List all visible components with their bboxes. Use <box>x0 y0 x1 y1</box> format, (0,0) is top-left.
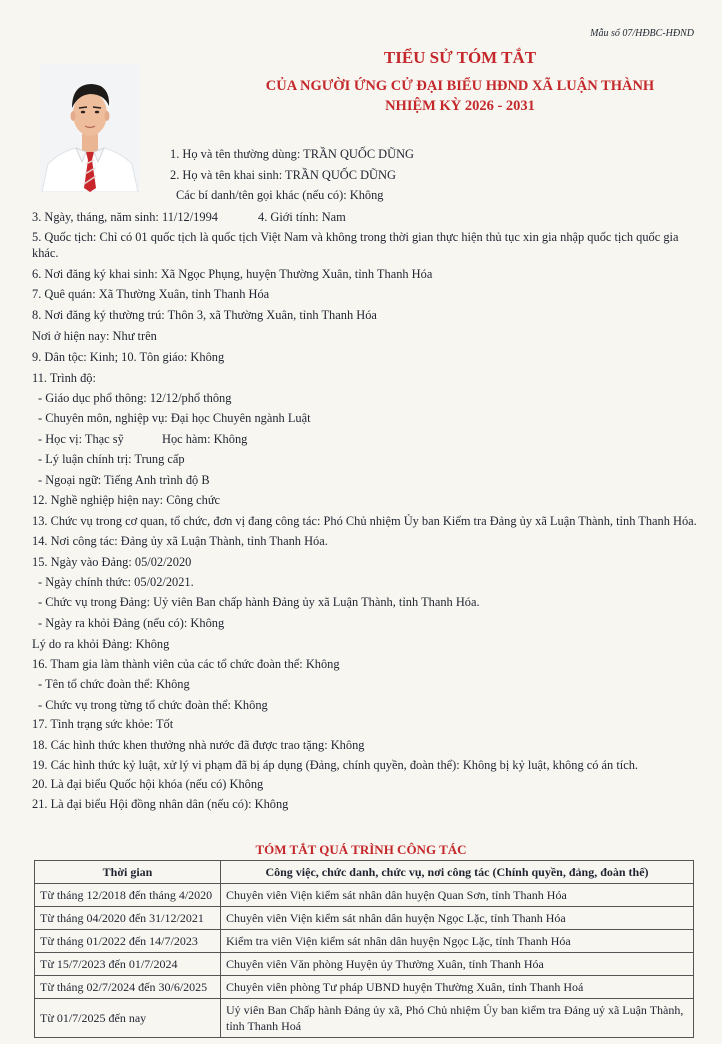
party-official-date: - Ngày chính thức: 05/02/2021. <box>38 575 194 589</box>
gender: 4. Giới tính: Nam <box>258 210 346 224</box>
education-heading: 11. Trình độ: <box>32 371 96 385</box>
period-cell: Từ tháng 04/2020 đến 31/12/2021 <box>35 907 221 930</box>
table-row <box>35 930 694 953</box>
period-cell: Từ 01/7/2025 đến nay <box>35 999 221 1038</box>
organization-position: - Chức vụ trong từng tổ chức đoàn thể: Không <box>38 698 268 712</box>
organizations: 16. Tham gia làm thành viên của các tổ chức đoàn thể: Không <box>32 657 340 671</box>
birth-registration: 6. Nơi đăng ký khai sinh: Xã Ngọc Phụng, huyện Thường Xuân, tỉnh Thanh Hóa <box>32 267 433 281</box>
academic-degree: - Học vị: Thạc sỹ <box>38 432 124 446</box>
position-cell: Uỷ viên Ban Chấp hành Đảng ủy xã, Phó Chủ nhiệm Ủy ban kiểm tra Đảng uỷ xã Luận Thành, tỉnh Thanh Hoá <box>221 999 694 1038</box>
nationality: 5. Quốc tịch: Chỉ có 01 quốc tịch là quốc tịch Việt Nam và không trong thời gian thực hiện thủ tục xin gia nhập quốc tịch quốc gia khác. <box>32 230 679 260</box>
foreign-language: - Ngoại ngữ: Tiếng Anh trình độ B <box>38 473 210 487</box>
period-cell: Từ tháng 02/7/2024 đến 30/6/2025 <box>35 976 221 999</box>
portrait-photo <box>40 64 140 192</box>
work-history-table <box>34 860 694 1038</box>
column-header-period: Thời gian <box>35 861 221 884</box>
health-status: 17. Tình trạng sức khỏe: Tốt <box>32 717 174 731</box>
council-delegate: 21. Là đại biểu Hội đồng nhân dân (nếu có): Không <box>32 797 289 811</box>
period-cell: Từ tháng 01/2022 đến 14/7/2023 <box>35 930 221 953</box>
position-cell: Chuyên viên Viện kiểm sát nhân dân huyện Quan Sơn, tỉnh Thanh Hóa <box>221 884 694 907</box>
organization-name: - Tên tổ chức đoàn thể: Không <box>38 677 190 691</box>
party-leave-date: - Ngày ra khỏi Đảng (nếu có): Không <box>38 616 225 630</box>
doc-title: TIỂU SỬ TÓM TẮT <box>383 48 537 67</box>
workplace: 14. Nơi công tác: Đảng ủy xã Luận Thành, tỉnh Thanh Hóa. <box>32 534 328 548</box>
doc-term: NHIỆM KỲ 2026 - 2031 <box>385 98 535 114</box>
position-cell: Kiểm tra viên Viện kiểm sát nhân dân huyện Ngọc Lặc, tỉnh Thanh Hóa <box>221 930 694 953</box>
table-row <box>35 976 694 999</box>
column-header-position: Công việc, chức danh, chức vụ, nơi công tác (Chính quyền, đảng, đoàn thể) <box>221 861 694 884</box>
table-row <box>35 999 694 1038</box>
form-number: Mẫu số 07/HĐBC-HĐND <box>590 28 694 39</box>
table-header-row <box>35 861 694 884</box>
position-cell: Chuyên viên phòng Tư pháp UBND huyện Thường Xuân, tỉnh Thanh Hoá <box>221 976 694 999</box>
position-cell: Chuyên viên Viện kiểm sát nhân dân huyện Ngọc Lặc, tỉnh Thanh Hóa <box>221 907 694 930</box>
hometown: 7. Quê quán: Xã Thường Xuân, tỉnh Thanh Hóa <box>32 287 270 301</box>
party-join-date: 15. Ngày vào Đảng: 05/02/2020 <box>32 555 192 569</box>
period-cell: Từ 15/7/2023 đến 01/7/2024 <box>35 953 221 976</box>
permanent-residence: 8. Nơi đăng ký thường trú: Thôn 3, xã Thường Xuân, tỉnh Thanh Hóa <box>32 308 377 322</box>
birth-name: 2. Họ và tên khai sinh: TRẦN QUỐC DŨNG <box>170 168 396 182</box>
table-row <box>35 884 694 907</box>
ethnicity-religion: 9. Dân tộc: Kinh; 10. Tôn giáo: Không <box>32 350 225 364</box>
awards: 18. Các hình thức khen thưởng nhà nước đã được trao tặng: Không <box>32 738 365 752</box>
common-name: 1. Họ và tên thường dùng: TRẦN QUỐC DŨNG <box>170 147 414 161</box>
specialization: - Chuyên môn, nghiệp vụ: Đại học Chuyên ngành Luật <box>38 411 311 425</box>
national-assembly-delegate: 20. Là đại biểu Quốc hội khóa (nếu có) Không <box>32 777 264 791</box>
political-theory: - Lý luận chính trị: Trung cấp <box>38 452 185 466</box>
aliases: Các bí danh/tên gọi khác (nếu có): Không <box>176 188 384 202</box>
period-cell: Từ tháng 12/2018 đến tháng 4/2020 <box>35 884 221 907</box>
academic-title: Học hàm: Không <box>162 432 248 446</box>
disciplines: 19. Các hình thức kỷ luật, xử lý vi phạm đã bị áp dụng (Đảng, chính quyền, đoàn thể): Không bị kỷ luật, không có án tích. <box>32 758 639 772</box>
current-position: 13. Chức vụ trong cơ quan, tổ chức, đơn vị đang công tác: Phó Chủ nhiệm Ủy ban Kiểm tra Đảng ủy xã Luận Thành, tỉnh Thanh Hóa. <box>32 514 697 528</box>
table-row <box>35 907 694 930</box>
party-position: - Chức vụ trong Đảng: Uỷ viên Ban chấp hành Đảng ủy xã Luận Thành, tỉnh Thanh Hóa. <box>38 595 480 609</box>
doc-subtitle: CỦA NGƯỜI ỨNG CỬ ĐẠI BIỂU HĐND XÃ LUẬN THÀNH <box>265 78 655 94</box>
current-residence: Nơi ở hiện nay: Như trên <box>32 329 157 343</box>
birth-date: 3. Ngày, tháng, năm sinh: 11/12/1994 <box>32 210 218 224</box>
occupation: 12. Nghề nghiệp hiện nay: Công chức <box>32 493 221 507</box>
position-cell: Chuyên viên Văn phòng Huyện ủy Thường Xuân, tỉnh Thanh Hóa <box>221 953 694 976</box>
party-leave-reason: Lý do ra khỏi Đảng: Không <box>32 637 170 651</box>
table-row <box>35 953 694 976</box>
general-education: - Giáo dục phổ thông: 12/12/phổ thông <box>38 391 232 405</box>
work-history-title: TÓM TẮT QUÁ TRÌNH CÔNG TÁC <box>255 842 467 857</box>
